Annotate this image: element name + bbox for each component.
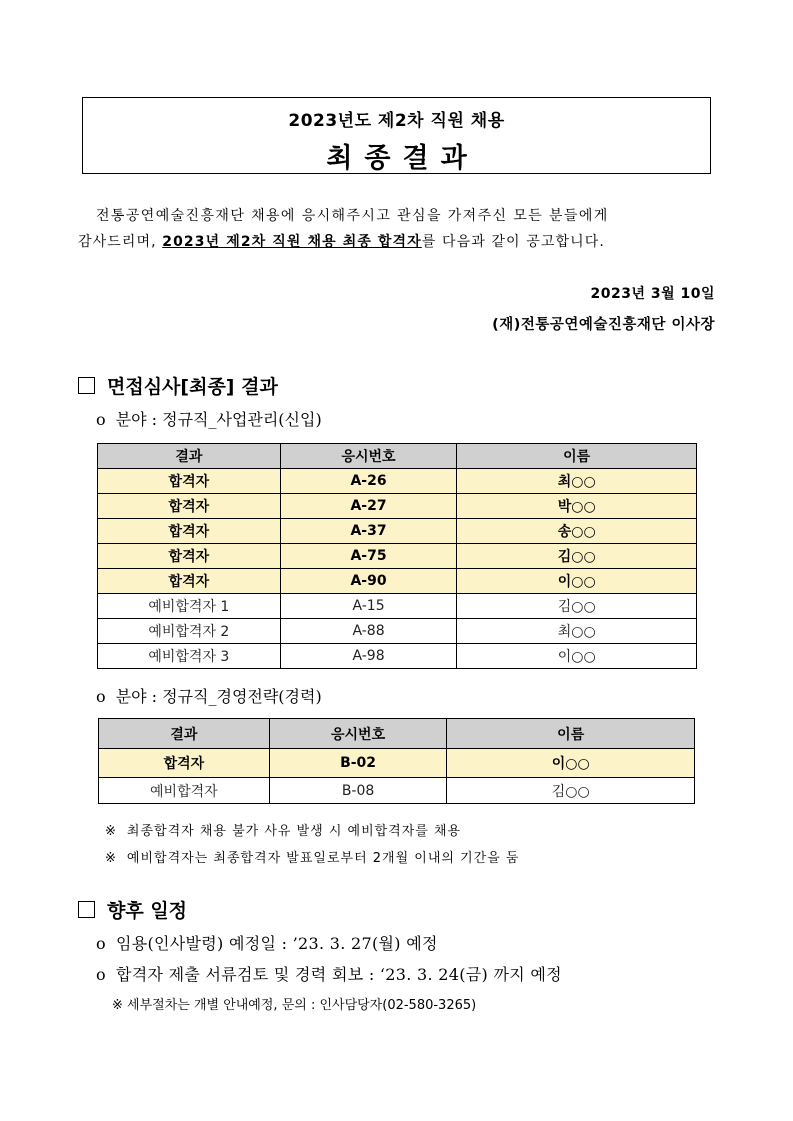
number-cell: A-37: [280, 519, 457, 544]
table-row: [98, 469, 697, 494]
number-cell: A-75: [280, 544, 457, 569]
table-row: [98, 519, 697, 544]
schedule-item-text: 임용(인사발령) 예정일 : ’23. 3. 27(월) 예정: [115, 934, 438, 953]
name-cell: 최○○: [457, 619, 697, 644]
result-table-2: [98, 718, 695, 804]
field-label-1: [96, 407, 322, 430]
intro-paragraph: [78, 203, 716, 255]
bullet-icon: o: [96, 687, 106, 706]
result-table-1: [97, 443, 697, 669]
result-cell: 합격자: [98, 544, 281, 569]
intro-line-2-prefix: 감사드리며,: [78, 234, 163, 250]
result-cell: 합격자: [98, 519, 281, 544]
section-heading-schedule: [78, 896, 187, 923]
field-label-2: [96, 684, 322, 707]
announcement-title: 최종결과: [326, 143, 479, 174]
intro-line-1: 전통공연예술진흥재단 채용에 응시해주시고 관심을 가져주신 모든 분들에게: [96, 208, 609, 224]
intro-line-2: [78, 229, 716, 255]
table-row: [98, 494, 697, 519]
table-row: [99, 749, 695, 778]
schedule-item-1: [96, 931, 438, 954]
column-header-name: 이름: [457, 444, 697, 469]
note-2: [105, 847, 519, 866]
number-cell: A-98: [280, 644, 457, 669]
title-box: [82, 97, 711, 174]
bullet-icon: o: [96, 934, 106, 953]
table-row: [98, 594, 697, 619]
name-cell: 이○○: [457, 569, 697, 594]
number-cell: B-08: [269, 778, 447, 804]
schedule-item-text: 합격자 제출 서류검토 및 경력 회보 : ‘23. 3. 24(금) 까지 예정: [115, 965, 562, 984]
name-cell: 이○○: [447, 749, 695, 778]
column-header-number: 응시번호: [269, 719, 447, 749]
field-label-text: 분야 : 정규직_사업관리(신입): [115, 410, 322, 429]
note-text: 최종합격자 채용 불가 사유 발생 시 예비합격자를 채용: [126, 824, 462, 839]
notice-date: 2023년 3월 10일: [590, 286, 715, 302]
name-cell: 송○○: [457, 519, 697, 544]
checkbox-square-icon: [78, 901, 95, 918]
number-cell: A-15: [280, 594, 457, 619]
reference-mark-icon: ※: [105, 851, 117, 866]
column-header-number: 응시번호: [280, 444, 457, 469]
result-cell: 합격자: [98, 494, 281, 519]
checkbox-square-icon: [78, 377, 95, 394]
bullet-icon: o: [96, 965, 106, 984]
schedule-item-2: [96, 962, 562, 985]
number-cell: A-26: [280, 469, 457, 494]
result-cell: 합격자: [98, 569, 281, 594]
field-label-text: 분야 : 정규직_경영전략(경력): [115, 687, 322, 706]
result-cell: 예비합격자 1: [98, 594, 281, 619]
contact-note: ※ 세부절차는 개별 안내예정, 문의 : 인사담당자(02-580-3265): [112, 998, 477, 1013]
result-cell: 합격자: [98, 469, 281, 494]
section-heading-text: 면접심사[최종] 결과: [107, 376, 278, 398]
note-1: [105, 820, 461, 839]
reference-mark-icon: ※: [105, 824, 117, 839]
result-cell: 예비합격자 2: [98, 619, 281, 644]
table-row: [98, 544, 697, 569]
number-cell: A-27: [280, 494, 457, 519]
table-row: [98, 644, 697, 669]
result-cell: 합격자: [99, 749, 270, 778]
number-cell: B-02: [269, 749, 447, 778]
section-heading-interview-result: [78, 372, 278, 399]
notice-signer: (재)전통공연예술진흥재단 이사장: [492, 317, 715, 333]
number-cell: A-88: [280, 619, 457, 644]
name-cell: 최○○: [457, 469, 697, 494]
result-cell: 예비합격자 3: [98, 644, 281, 669]
table-row: [98, 619, 697, 644]
note-text: 예비합격자는 최종합격자 발표일로부터 2개월 이내의 기간을 둠: [126, 851, 520, 866]
result-cell: 예비합격자: [99, 778, 270, 804]
name-cell: 김○○: [457, 544, 697, 569]
table-row: [98, 569, 697, 594]
name-cell: 박○○: [457, 494, 697, 519]
announcement-subtitle: 2023년도 제2차 직원 채용: [288, 111, 505, 131]
table-row: [99, 778, 695, 804]
name-cell: 김○○: [447, 778, 695, 804]
column-header-name: 이름: [447, 719, 695, 749]
section-heading-text: 향후 일정: [107, 900, 188, 922]
intro-line-2-suffix: 를 다음과 같이 공고합니다.: [421, 234, 605, 250]
name-cell: 김○○: [457, 594, 697, 619]
intro-emphasis: 2023년 제2차 직원 채용 최종 합격자: [162, 234, 422, 250]
column-header-result: 결과: [98, 444, 281, 469]
column-header-result: 결과: [99, 719, 270, 749]
bullet-icon: o: [96, 410, 106, 429]
number-cell: A-90: [280, 569, 457, 594]
name-cell: 이○○: [457, 644, 697, 669]
